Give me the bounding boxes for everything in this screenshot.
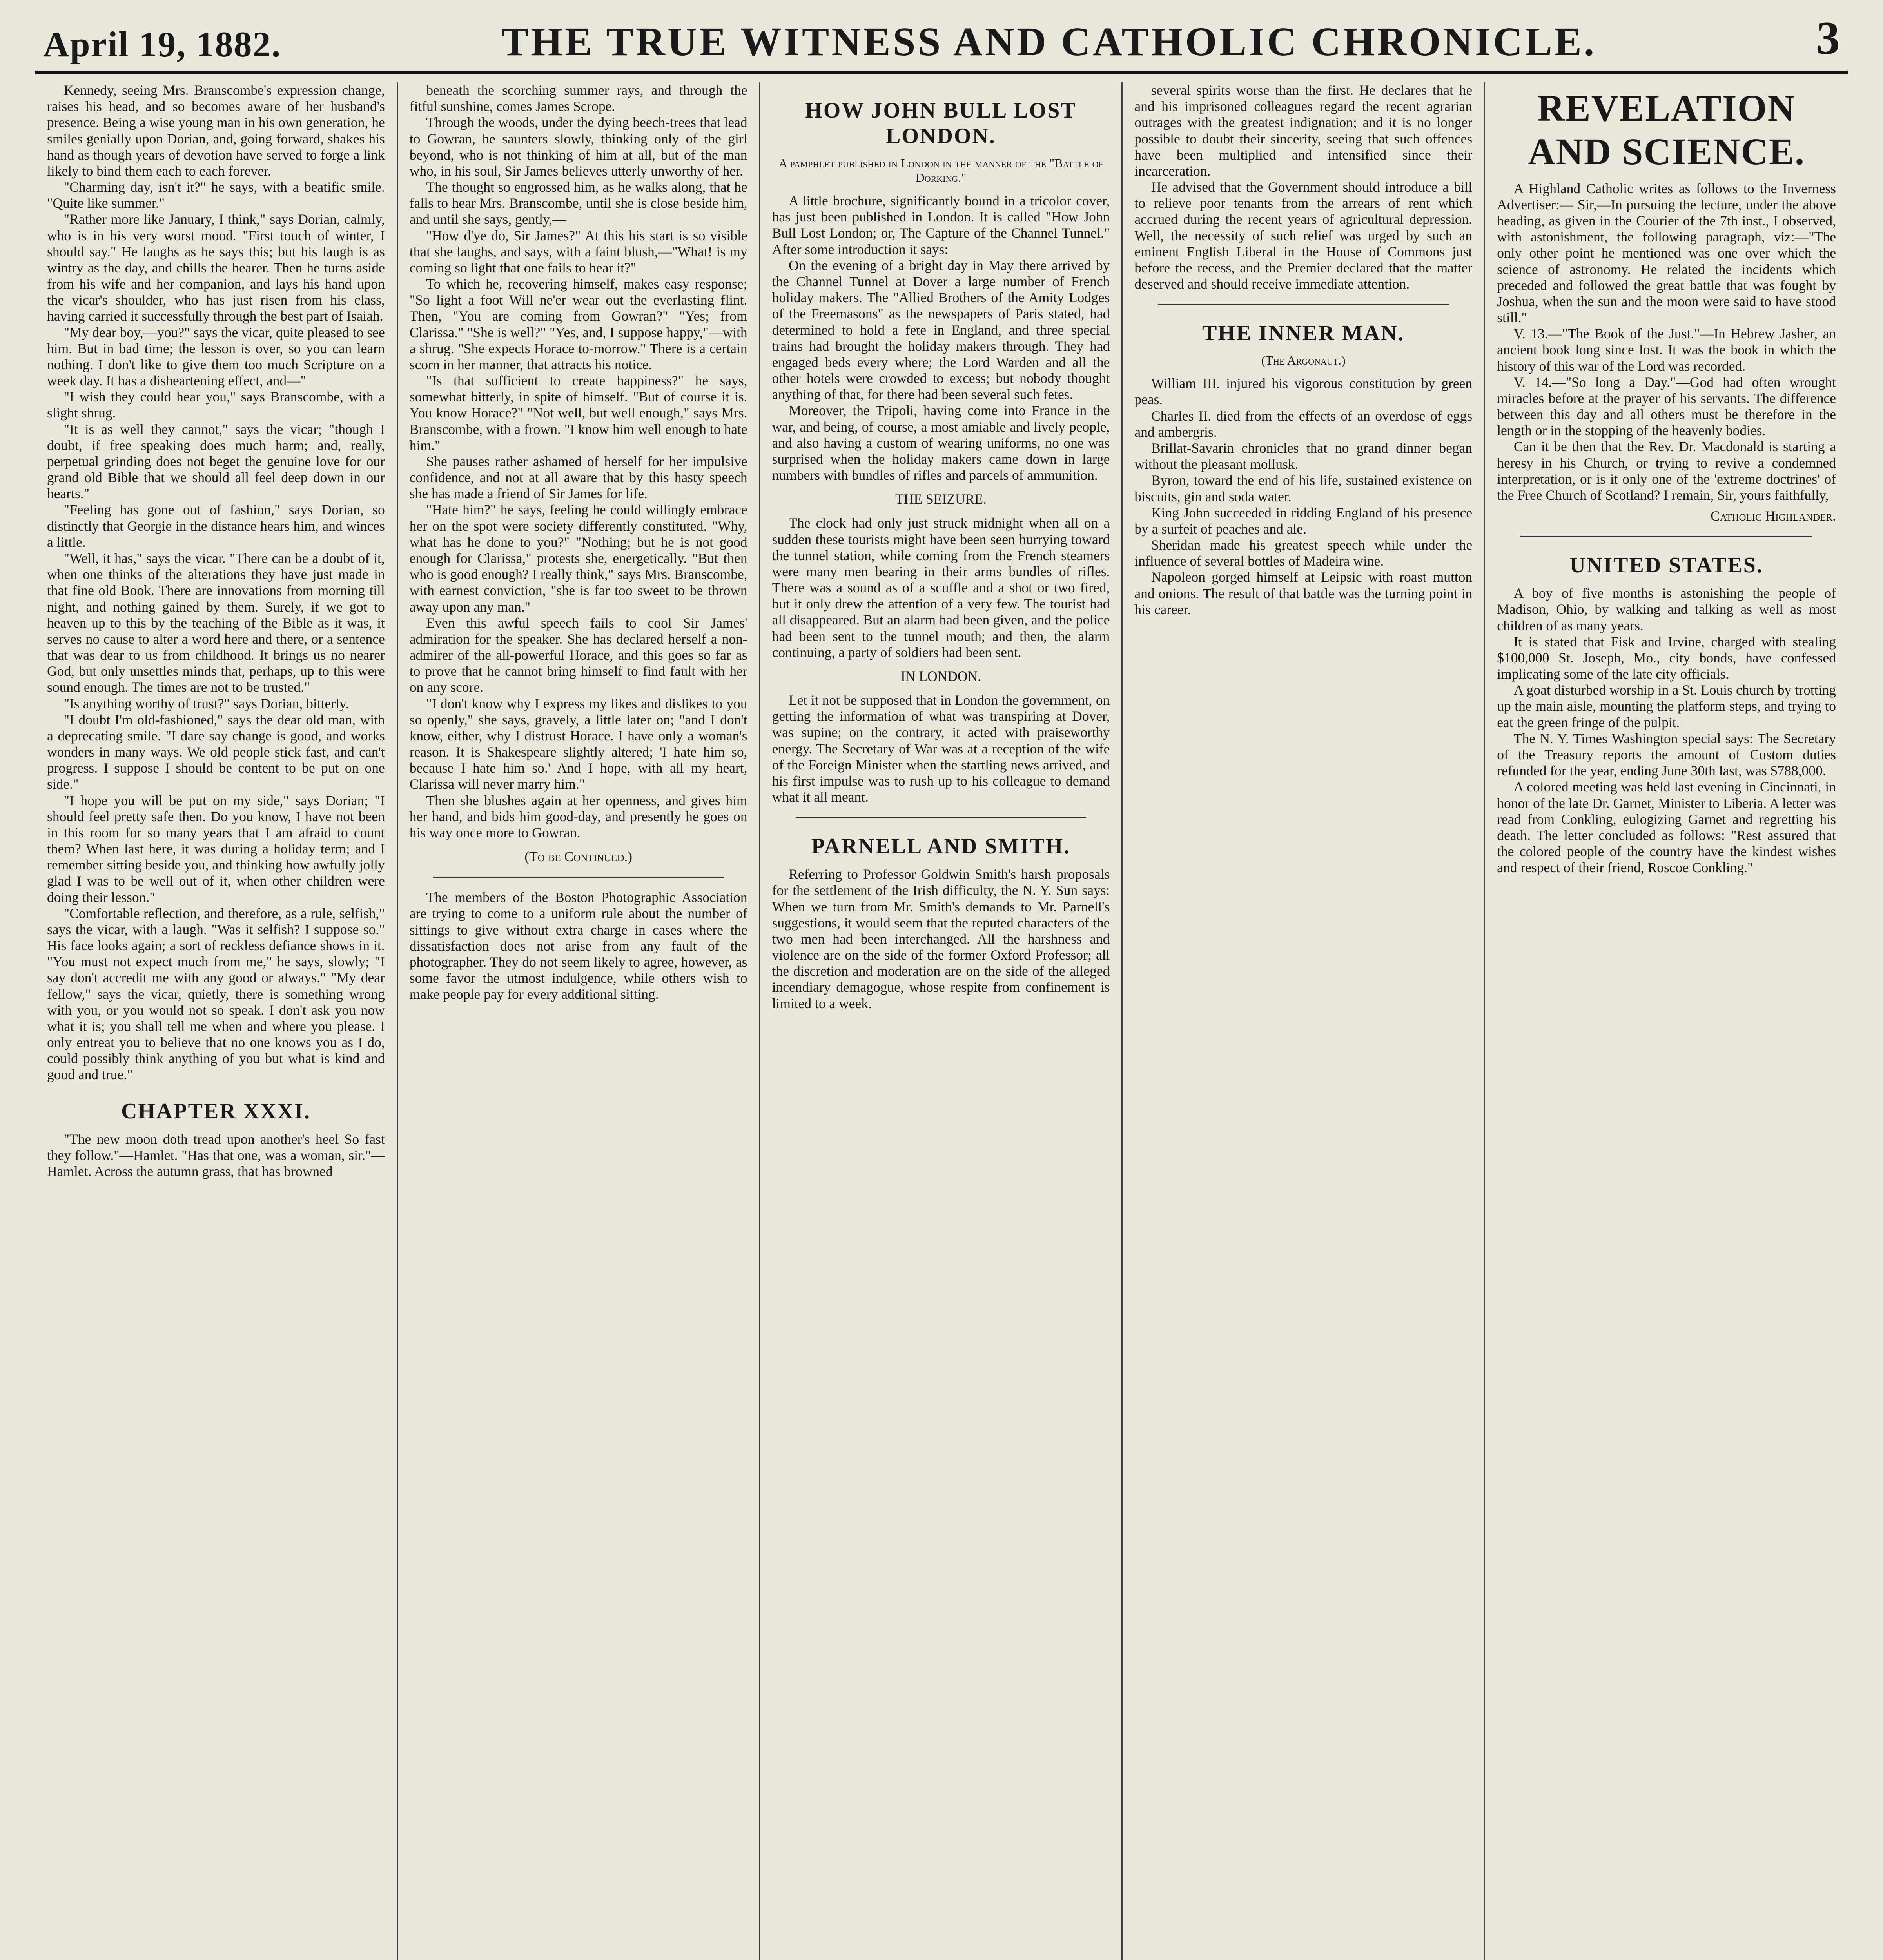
paragraph: A Highland Catholic writes as follows to the Inverness Advertiser:— Sir,—In pursuing the lecture, under the above heading, as given in the Courier of the 7th inst., I observed, with astonishment, the following paragraph, viz:—"The only other point he mentioned was one over which the science of astronomy. He related the incidents which preceded and followed the great battle that was fought by Joshua, when the sun and the moon were said to have stood still." bbox=[1497, 180, 1836, 326]
paragraph: William III. injured his vigorous constitution by green peas. bbox=[1134, 376, 1473, 408]
paragraph: "The new moon doth tread upon another's heel So fast they follow."—Hamlet. "Has that one, was a woman, sir."—Hamlet. Across the autumn grass, that has browned bbox=[47, 1131, 385, 1179]
paragraph: Then she blushes again at her openness, and gives him her hand, and bids him good-day, and presently he goes on his way once more to Gowran. bbox=[409, 792, 747, 840]
paragraph: The thought so engrossed him, as he walks along, that he falls to hear Mrs. Branscombe, until she is close beside him, and until she says, gently,— bbox=[409, 179, 747, 227]
paper-title: THE TRUE WITNESS AND CATHOLIC CHRONICLE. bbox=[501, 19, 1596, 64]
continued-note: (To be Continued.) bbox=[524, 849, 633, 865]
column-2 bbox=[398, 82, 760, 1960]
paragraph: A colored meeting was held last evening in Cincinnati, in honor of the late Dr. Garnet, Minister to Liberia. A letter was read from Conkling, eulogizing Garnet and regretting his death. The letter concluded as follows: "Rest assured that the colored people of the country have the kindest wishes and respect of their friend, Roscoe Conkling." bbox=[1497, 779, 1836, 876]
paragraph: "How d'ye do, Sir James?" At this his start is so visible that she laughs, and says, with a faint blush,—"What! is my coming so light that one fails to hear it?" bbox=[409, 227, 747, 276]
paragraph: several spirits worse than the first. He declares that he and his imprisoned colleagues regard the recent agrarian outrages with the greatest indignation; and it is no longer possible to doubt their sincerity, seeing that such offences have been multiplied and intensified since their incarceration. bbox=[1134, 82, 1473, 179]
paragraph: "I hope you will be put on my side," says Dorian; "I should feel pretty safe then. Do you know, I have not been in this room for so many years that I am afraid to count them? When last here, it was during a holiday term; and I remember sitting beside you, and thinking how awfully jolly glad I was to be well out of it, when other children were doing their lesson." bbox=[47, 792, 385, 905]
paragraph: The N. Y. Times Washington special says: The Secretary of the Treasury reports the amount of Custom duties refunded for the year, ending June 30th last, was $788,000. bbox=[1497, 730, 1836, 779]
paragraph: "I wish they could hear you," says Branscombe, with a slight shrug. bbox=[47, 389, 385, 421]
paragraph: Napoleon gorged himself at Leipsic with roast mutton and onions. The result of that battle was the turning point in his career. bbox=[1134, 569, 1473, 617]
paragraph: "I doubt I'm old-fashioned," says the dear old man, with a deprecating smile. "I dare say change is good, and works wonders in many ways. We old people stick fast, and can't progress. I suppose I should be content to be put on one side." bbox=[47, 711, 385, 792]
column-4 bbox=[1123, 82, 1485, 1960]
paragraph: To which he, recovering himself, makes easy response; "So light a foot Will ne'er wear out the everlasting flint. Then, "You are coming from Gowran?" "Yes; from Clarissa." "She is well?" "Yes, and, I suppose happy,"—with a shrug. "She expects Horace to-morrow." There is a certain scorn in her manner, that attracts his notice. bbox=[409, 276, 747, 372]
column-1 bbox=[35, 82, 398, 1960]
article-heading: HOW JOHN BULL LOST LONDON. bbox=[805, 98, 1077, 148]
paragraph: "Is anything worthy of trust?" says Dorian, bitterly. bbox=[63, 695, 349, 711]
paragraph: A little brochure, significantly bound in a tricolor cover, has just been published in London. It is called "How John Bull Lost London; or, The Capture of the Channel Tunnel." After some introduction it says: bbox=[772, 193, 1110, 257]
paragraph: V. 13.—"The Book of the Just."—In Hebrew Jasher, an ancient book long since lost. It was the book in which the history of this war of the Lord was recorded. bbox=[1497, 326, 1836, 374]
article-heading: THE INNER MAN. bbox=[1202, 321, 1405, 346]
paragraph: The members of the Boston Photographic Association are trying to come to a uniform rule about the number of sittings to give without extra charge in cases where the dissatisfaction does not arise from any fault of the photographer. They do not seem likely to agree, however, as some favor the utmost indulgence, while others wish to make people pay for every additional sitting. bbox=[409, 889, 747, 1002]
paragraph: It is stated that Fisk and Irvine, charged with stealing $100,000 St. Joseph, Mo., city bonds, have confessed implicating some of the late city officials. bbox=[1497, 633, 1836, 682]
page-number: 3 bbox=[1816, 12, 1840, 64]
paragraph: He advised that the Government should introduce a bill to relieve poor tenants from the arrears of rent which accrued during the recent years of agricultural depression. Well, the necessity of such relief was urged by such an eminent English Liberal in the House of Commons just before the recess, and the Premier declared that the matter deserved and should receive immediate attention. bbox=[1134, 179, 1473, 292]
paragraph: "Charming day, isn't it?" he says, with a beatific smile. "Quite like summer." bbox=[47, 179, 385, 211]
paragraph: "Rather more like January, I think," says Dorian, calmly, who is in his very worst mood. "First touch of winter, I should say." He laughs as he says this; but his laugh is as wintry as the day, and chills the hearer. Then he turns aside from his wife and her companion, and lays his hand upon the vicar's shoulder, who has just risen from his class, having carried it successfully through the best part of Isaiah. bbox=[47, 211, 385, 324]
paragraph: King John succeeded in ridding England of his presence by a surfeit of peaches and ale. bbox=[1134, 505, 1473, 537]
article-heading: UNITED STATES. bbox=[1569, 553, 1763, 578]
paragraph: "My dear boy,—you?" says the vicar, quite pleased to see him. But in bad time; the lesson is over, so you can learn nothing. I don't like to give them too much Scripture on a week day. It has a disheartening effect, and—" bbox=[47, 324, 385, 389]
article-subheading: (The Argonaut.) bbox=[1261, 353, 1346, 368]
paragraph: "Well, it has," says the vicar. "There can be a doubt of it, when one thinks of the alterations they have just made in that fine old Book. There are innovations from morning till night, and nothing gained by them. Surely, if we got to heaven up to this by the teaching of the Bible as it was, it serves no cause to alter a word here and there, or a sentence that was dear to us from childhood. It brings us no nearer God, but only unsettles minds that, perhaps, up to this were sound enough. The times are not to be trusted." bbox=[47, 550, 385, 695]
paragraph: V. 14.—"So long a Day."—God had often wrought miracles before at the prayer of his servants. The difference between this day and all others must be therefore in the length or in the stopping of the heavenly bodies. bbox=[1497, 374, 1836, 439]
paragraph: Referring to Professor Goldwin Smith's harsh proposals for the settlement of the Irish difficulty, the N. Y. Sun says: When we turn from Mr. Smith's demands to Mr. Parnell's suggestions, it would seem that the reputed characters of the two men had been interchanged. All the harshness and violence are on the side of the former Oxford Professor; all the discretion and moderation are on the side of the alleged incendiary demagogue, whose respite from confinement is limited to a week. bbox=[772, 866, 1110, 1011]
paragraph: Moreover, the Tripoli, having come into France in the war, and being, of course, a most amiable and lively people, and also having a custom of wearing uniforms, no one was surprised when the holiday makers came down in large numbers with bundles of rifles and parcels of ammunition. bbox=[772, 403, 1110, 483]
paragraph: Can it be then that the Rev. Dr. Macdonald is starting a heresy in his Church, or trying to revive a condemned interpretation, or is it only one of the 'extreme doctrines' of the Free Church of Scotland? I remain, Sir, yours faithfully, bbox=[1497, 439, 1836, 503]
paragraph: Byron, toward the end of his life, sustained existence on biscuits, gin and soda water. bbox=[1134, 472, 1473, 505]
paragraph: "Is that sufficient to create happiness?" he says, somewhat bitterly, in spite of himself. "But of course it is. You know Horace?" "Not well, but well enough," says Mrs. Branscombe, with a frown. "I know him well enough to hate him." bbox=[409, 373, 747, 453]
section-title: THE SEIZURE. bbox=[895, 491, 987, 507]
article-subheading: A pamphlet published in London in the manner of the "Battle of Dorking." bbox=[778, 156, 1103, 185]
masthead bbox=[35, 12, 1848, 74]
paragraph: A boy of five months is astonishing the people of Madison, Ohio, by walking and talking as well as most children of as many years. bbox=[1497, 585, 1836, 633]
paragraph: Brillat-Savarin chronicles that no grand dinner began without the pleasant mollusk. bbox=[1134, 440, 1473, 472]
article-heading: PARNELL AND SMITH. bbox=[811, 834, 1071, 859]
divider bbox=[1520, 536, 1812, 537]
divider bbox=[1158, 304, 1449, 305]
paragraph: Even this awful speech fails to cool Sir James' admiration for the speaker. She has declared herself a non-admirer of the all-powerful Horace, and this goes so far as to prove that he cannot bring himself to find fault with her on any score. bbox=[409, 615, 747, 695]
paragraph: "Comfortable reflection, and therefore, as a rule, selfish," says the vicar, with a laugh. "Was it selfish? I suppose so." His face looks again; a sort of reckless defiance shows in it. "You must not expect much from me," he says, slowly; "I say don't accredit me with any good or always." "My dear fellow," says the vicar, quietly, there is something wrong with you, or you would not so speak. I don't ask you now what it is; you shall tell me when and where you please. I only entreat you to believe that no one knows you as I do, could possibly think anything of you but what is kind and good and true." bbox=[47, 905, 385, 1083]
paragraph: Let it not be supposed that in London the government, on getting the information of what was transpiring at Dover, was supine; on the contrary, it acted with praiseworthy energy. The Secretary of War was at a reception of the wife of the Foreign Minister when the startling news arrived, and his first impulse was to rush up to his colleague to demand what it all meant. bbox=[772, 692, 1110, 805]
paragraph: Through the woods, under the dying beech-trees that lead to Gowran, he saunters slowly, thinking only of the girl beyond, who is not thinking of him at all, but of the man who, in his soul, Sir James believes utterly unworthy of her. bbox=[409, 114, 747, 179]
paragraph: A goat disturbed worship in a St. Louis church by trotting up the main aisle, mounting the platform steps, and trying to eat the green fringe of the pulpit. bbox=[1497, 682, 1836, 730]
paragraph: She pauses rather ashamed of herself for her impulsive confidence, and not at all aware that by this hasty speech she has made a friend of Sir James for life. bbox=[409, 453, 747, 502]
chapter-heading: CHAPTER XXXI. bbox=[121, 1099, 311, 1123]
paragraph: Sheridan made his greatest speech while under the influence of several bottles of Madeira wine. bbox=[1134, 537, 1473, 569]
paragraph: The clock had only just struck midnight when all on a sudden these tourists might have been seen hurrying toward the tunnel station, while coming from the French steamers were many men bearing in their arms bundles of rifles. There was a sound as of a scuffle and a shot or two fired, but it only drew the attention of a very few. The tourist had all disappeared. But an alarm had been given, and the police had been sent to the tunnel mouth; and then, the alarm continuing, a party of soldiers had been sent. bbox=[772, 515, 1110, 660]
article-heading: REVELATION AND SCIENCE. bbox=[1528, 87, 1805, 173]
column-3 bbox=[760, 82, 1123, 1960]
paragraph: "I don't know why I express my likes and dislikes to you so openly," she says, gravely, a little later on; "and I don't know, either, why I distrust Horace. I have only a woman's reason. It is Shakespeare slightly altered; 'I hate him so, because I hate him so.' And I hope, with all my heart, Clarissa will never marry him." bbox=[409, 695, 747, 792]
divider bbox=[796, 817, 1087, 818]
paragraph: Charles II. died from the effects of an overdose of eggs and ambergris. bbox=[1134, 408, 1473, 440]
divider bbox=[433, 877, 724, 878]
issue-date: April 19, 1882. bbox=[43, 24, 281, 64]
paragraph: beneath the scorching summer rays, and through the fitful sunshine, comes James Scrope. bbox=[409, 82, 747, 114]
signature: Catholic Highlander. bbox=[1711, 508, 1836, 524]
column-5 bbox=[1485, 82, 1848, 1960]
paragraph: "It is as well they cannot," says the vicar; "though I doubt, if free speaking does much harm; and, really, perpetual grinding does not beget the genuine love for our grand old Bible that we should all feel deep down in our hearts." bbox=[47, 421, 385, 502]
paragraph: Kennedy, seeing Mrs. Branscombe's expression change, raises his head, and so becomes aware of her husband's presence. Being a wise young man in his own generation, he smiles genially upon Dorian, and, going forward, shakes his hand as though years of devotion have served to forge a link likely to bind them each to each forever. bbox=[47, 82, 385, 179]
section-title: IN LONDON. bbox=[900, 668, 981, 684]
paragraph: "Feeling has gone out of fashion," says Dorian, so distinctly that Georgie in the distance hears him, and winces a little. bbox=[47, 502, 385, 550]
paragraph: On the evening of a bright day in May there arrived by the Channel Tunnel at Dover a large number of French holiday makers. The "Allied Brothers of the Amity Lodges of the Freemasons" as the newspapers of Paris stated, had determined to hold a fete in England, and three special trains had brought the holiday makers through. They had engaged beds every where; the Lord Warden and all the other hotels were crowded to excess; but nobody thought anything of that, for there had been several such fetes. bbox=[772, 257, 1110, 403]
paragraph: "Hate him?" he says, feeling he could willingly embrace her on the spot were society differently constituted. "Why, what has he done to you?" "Nothing; but he is not good enough for Clarissa," protests she, energetically. "But then who is good enough? I really think," says Mrs. Branscombe, with earnest conviction, "she is far too sweet to be thrown away upon any man." bbox=[409, 502, 747, 615]
columns bbox=[35, 82, 1848, 1960]
